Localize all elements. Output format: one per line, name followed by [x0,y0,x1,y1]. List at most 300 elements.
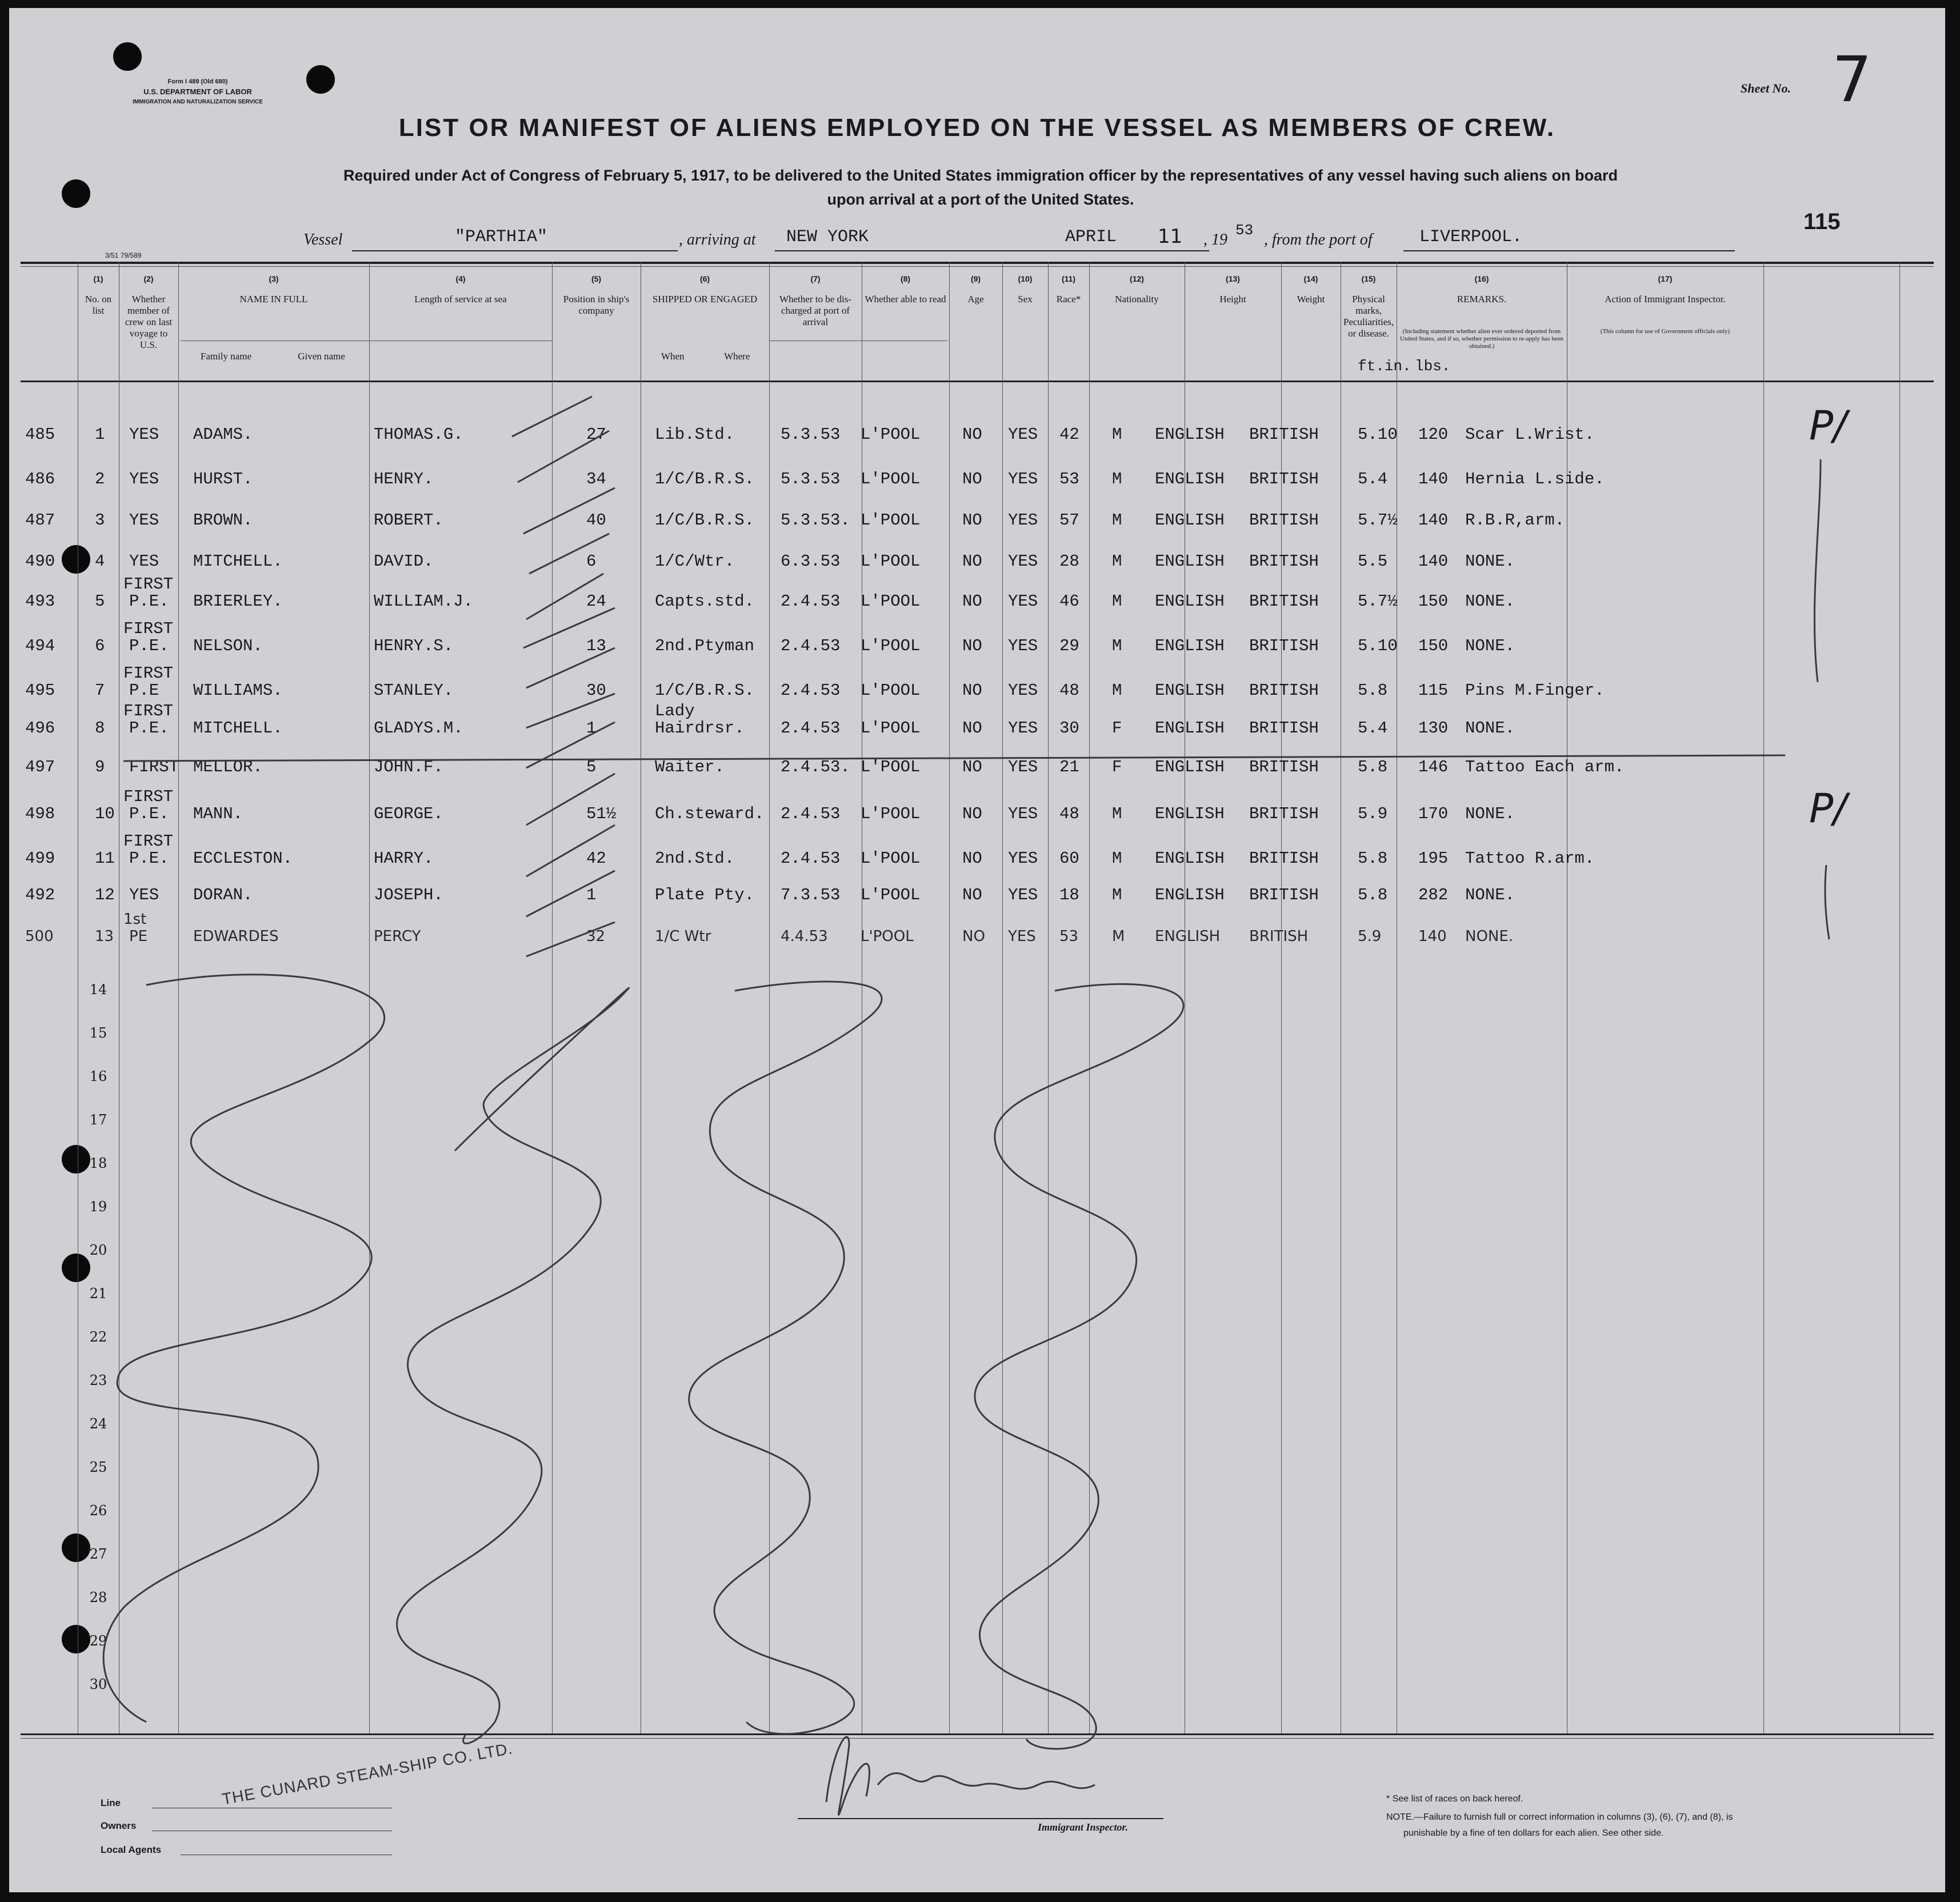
row-marks: NONE. [1465,592,1515,611]
row-last: YES [129,886,159,904]
row-when: 7.3.53 [781,886,841,904]
row-age: 53 [1059,470,1079,488]
row-family: ADAMS. [193,425,253,444]
penalty-note-2: punishable by a fine of ten dollars for each alien. See other side. [1403,1828,1664,1838]
row-nationality: BRITISH [1249,592,1319,611]
row-marks: NONE. [1465,552,1515,571]
row-last: FIRST [129,758,179,776]
column-label: Sex [1018,294,1033,305]
row-position: 1/C/B.R.S. [655,681,755,700]
column-sublabel: When [661,351,685,362]
arrival-month: APRIL [1065,227,1117,247]
row-family: EDWARDES [193,928,279,945]
row-last-top: FIRST [123,832,174,851]
row-given: ROBERT. [374,511,443,530]
empty-row-number: 14 [89,982,107,998]
empty-row-number: 16 [89,1068,107,1084]
row-no: 1 [95,425,105,444]
row-last: PE [129,928,148,945]
column-number: (13) [1226,274,1240,283]
row-last: P.E. [129,636,169,655]
row-last: P.E [129,681,159,700]
row-family: NELSON. [193,636,263,655]
row-discharged: NO [962,758,982,776]
row-height: 5.9 [1358,928,1382,945]
row-last: YES [129,470,159,488]
row-age: 42 [1059,425,1079,444]
row-sex: M [1112,470,1122,488]
row-weight: 140 [1418,511,1449,530]
row-when: 5.3.53 [781,470,841,488]
column-label: Whether member of crew on last voyage to U.S. [125,294,173,350]
column-label: Height [1219,294,1246,305]
row-when: 2.4.53 [781,681,841,700]
row-given: THOMAS.G. [374,425,463,444]
empty-row-number: 15 [89,1025,107,1041]
row-marks: Tattoo Each arm. [1465,758,1625,776]
row-age: 53 [1059,928,1079,945]
row-weight: 150 [1418,592,1449,611]
page-title: LIST OR MANIFEST OF ALIENS EMPLOYED ON THE VESSEL AS MEMBERS OF CREW. [398,114,1556,142]
row-sex: M [1112,552,1122,571]
row-read: YES [1008,719,1038,738]
print-code: 3/51 79/589 [105,251,142,259]
row-race: ENGLISH [1155,719,1225,738]
row-read: YES [1008,804,1038,823]
row-height: 5.8 [1358,681,1388,700]
from-port: LIVERPOOL. [1419,227,1523,247]
row-weight: 146 [1418,758,1449,776]
empty-row-number: 17 [89,1112,107,1128]
empty-row-number: 27 [89,1546,107,1562]
row-height: 5.7½ [1358,511,1398,530]
row-marks: NONE. [1465,886,1515,904]
empty-row-number: 28 [89,1589,107,1605]
row-read: YES [1008,849,1038,868]
row-given: JOSEPH. [374,886,443,904]
row-sex: M [1112,511,1122,530]
row-family: BRIERLEY. [193,592,283,611]
height-units: ft.in. [1358,358,1411,375]
row-last-top: FIRST [123,787,174,806]
row-ref: 485 [25,425,55,444]
row-ref: 496 [25,719,55,738]
empty-row-number: 30 [89,1676,107,1692]
column-number: (16) [1474,274,1489,283]
row-discharged: NO [962,928,985,945]
row-where: L'POOL [861,592,921,611]
row-position: 1/C Wtr [655,928,711,945]
row-service: 40 [586,511,606,530]
row-read: YES [1008,758,1038,776]
row-age: 21 [1059,758,1079,776]
row-race: ENGLISH [1155,552,1225,571]
row-no: 3 [95,511,105,530]
row-where: L'POOL [861,681,921,700]
row-where: L'POOL [861,886,921,904]
column-number: (12) [1130,274,1144,283]
empty-row-number: 22 [89,1329,107,1345]
row-service: 51½ [586,804,617,823]
row-no: 8 [95,719,105,738]
column-number: (3) [269,274,279,283]
row-ref: 494 [25,636,55,655]
row-given: DAVID. [374,552,434,571]
row-no: 11 [95,849,115,868]
row-service: 6 [586,552,597,571]
row-age: 28 [1059,552,1079,571]
row-when: 4.4.53 [781,928,828,945]
weight-units: lbs. [1415,358,1451,375]
row-sex: M [1112,636,1122,655]
column-label: Race* [1056,294,1081,305]
row-last-top: FIRST [123,664,174,683]
row-discharged: NO [962,470,982,488]
column-number: (10) [1018,274,1033,283]
column-label: Whether able to read [865,294,946,305]
row-position: 1/C/B.R.S. [655,511,755,530]
column-number: (4) [455,274,466,283]
row-position: 1/C/Wtr. [655,552,735,571]
row-discharged: NO [962,511,982,530]
column-number: (6) [699,274,710,283]
strike-line [123,755,1785,761]
row-marks: Hernia L.side. [1465,470,1605,488]
row-discharged: NO [962,592,982,611]
strike-scribble [975,984,1183,1748]
empty-row-number: 24 [89,1416,107,1432]
row-weight: 150 [1418,636,1449,655]
row-family: DORAN. [193,886,253,904]
row-nationality: BRITISH [1249,719,1319,738]
empty-row-number: 23 [89,1372,107,1388]
row-nationality: BRITISH [1249,849,1319,868]
row-given: PERCY [374,928,421,945]
row-service: 32 [586,928,606,945]
row-service: 27 [586,425,606,444]
penalty-note: NOTE.—Failure to furnish full or correct information in columns (3), (6), (7), and (8), is [1386,1812,1733,1822]
service-name: IMMIGRATION AND NATURALIZATION SERVICE [133,99,263,105]
row-family: HURST. [193,470,253,488]
row-height: 5.4 [1358,719,1388,738]
row-ref: 487 [25,511,55,530]
requirement-text: Required under Act of Congress of February 5, 1917, to be delivered to the United States immigration officer by the representatives of any vessel having such aliens on board [343,167,1618,184]
row-last: YES [129,552,159,571]
company-stamp: THE CUNARD STEAM-SHIP CO. LTD. [221,1739,514,1808]
row-sex: F [1112,719,1122,738]
row-marks: Tattoo R.arm. [1465,849,1595,868]
line-label: Line [101,1797,121,1808]
row-ref: 492 [25,886,55,904]
row-discharged: NO [962,719,982,738]
column-label: Age [967,294,984,305]
year-prefix: , 19 [1203,231,1227,249]
requirement-text-2: upon arrival at a port of the United States. [827,191,1134,208]
row-position-top: Lady [655,702,695,720]
row-given: HARRY. [374,849,434,868]
row-sex: M [1112,425,1122,444]
row-race: ENGLISH [1155,928,1221,945]
row-where: L'POOL [861,849,921,868]
row-last-top: FIRST [123,619,174,638]
row-sex: M [1112,928,1125,945]
row-last: P.E. [129,719,169,738]
row-nationality: BRITISH [1249,552,1319,571]
row-marks: NONE. [1465,928,1514,945]
row-weight: 130 [1418,719,1449,738]
row-height: 5.10 [1358,425,1398,444]
row-where: L'POOL [861,636,921,655]
row-ref: 490 [25,552,55,571]
row-race: ENGLISH [1155,804,1225,823]
row-age: 30 [1059,719,1079,738]
row-read: YES [1008,681,1038,700]
form-id: Form I 489 (Old 680) [167,78,228,85]
row-no: 10 [95,804,115,823]
row-ref: 486 [25,470,55,488]
row-given: GLADYS.M. [374,719,463,738]
row-discharged: NO [962,636,982,655]
row-family: ECCLESTON. [193,849,293,868]
row-ref: 500 [25,928,54,945]
row-race: ENGLISH [1155,511,1225,530]
row-nationality: BRITISH [1249,636,1319,655]
row-nationality: BRITISH [1249,681,1319,700]
row-discharged: NO [962,552,982,571]
row-read: YES [1008,592,1038,611]
row-height: 5.8 [1358,886,1388,904]
row-service: 1 [586,719,597,738]
row-no: 7 [95,681,105,700]
row-nationality: BRITISH [1249,470,1319,488]
row-race: ENGLISH [1155,758,1225,776]
row-when: 2.4.53 [781,719,841,738]
column-number: (2) [143,274,154,283]
row-service: 13 [586,636,606,655]
row-height: 5.5 [1358,552,1388,571]
row-race: ENGLISH [1155,592,1225,611]
owners-label: Owners [101,1820,137,1831]
row-no: 5 [95,592,105,611]
races-note: * See list of races on back hereof. [1386,1794,1523,1804]
row-marks: R.B.R,arm. [1465,511,1565,530]
row-read: YES [1008,470,1038,488]
row-when: 2.4.53 [781,849,841,868]
column-number: (1) [93,274,103,283]
row-age: 48 [1059,681,1079,700]
row-age: 18 [1059,886,1079,904]
row-position: Lib.Std. [655,425,735,444]
column-number: (9) [970,274,981,283]
row-weight: 195 [1418,849,1449,868]
row-read: YES [1008,636,1038,655]
row-nationality: BRITISH [1249,886,1319,904]
row-position: Ch.steward. [655,804,765,823]
vessel-label: Vessel [303,231,343,249]
row-weight: 120 [1418,425,1449,444]
sheet-label: Sheet No. [1741,81,1791,95]
arrival-day: 11 [1158,225,1183,248]
row-family: WILLIAMS. [193,681,283,700]
row-last: P.E. [129,592,169,611]
row-weight: 140 [1418,470,1449,488]
row-age: 60 [1059,849,1079,868]
row-height: 5.4 [1358,470,1388,488]
row-weight: 282 [1418,886,1449,904]
row-sex: M [1112,681,1122,700]
column-label: Position in ship's company [563,294,630,316]
column-sublabel: Family name [200,351,252,362]
row-discharged: NO [962,849,982,868]
row-race: ENGLISH [1155,849,1225,868]
row-where: L'POOL [861,928,914,945]
column-number: (15) [1361,274,1376,283]
column-number: (8) [900,274,911,283]
row-when: 2.4.53 [781,592,841,611]
row-race: ENGLISH [1155,470,1225,488]
column-label: SHIPPED OR ENGAGED [652,294,758,305]
handwriting-overlay [9,8,1945,1892]
row-where: L'POOL [861,719,921,738]
column-label: REMARKS. [1457,294,1507,305]
row-nationality: BRITISH [1249,758,1319,776]
column-label: Length of service at sea [414,294,507,305]
row-marks: Scar L.Wrist. [1465,425,1595,444]
row-no: 13 [95,928,114,945]
arrival-year: 53 [1235,222,1254,239]
row-marks: NONE. [1465,804,1515,823]
row-race: ENGLISH [1155,886,1225,904]
row-sex: M [1112,886,1122,904]
row-age: 48 [1059,804,1079,823]
column-label: Weight [1297,294,1325,305]
strike-scribble [397,988,629,1743]
row-nationality: BRITISH [1249,425,1319,444]
row-weight: 115 [1418,681,1449,700]
empty-row-number: 29 [89,1633,107,1649]
column-number: (7) [810,274,821,283]
row-service: 42 [586,849,606,868]
column-label: Whether to be dis-charged at port of arrival [779,294,852,327]
column-label: Action of Immigrant Inspector. [1605,294,1726,305]
row-height: 5.8 [1358,849,1388,868]
row-race: ENGLISH [1155,425,1225,444]
row-sex: F [1112,758,1122,776]
row-position: Hairdrsr. [655,719,745,738]
row-nationality: BRITISH [1249,928,1309,945]
row-ref: 493 [25,592,55,611]
row-position: Plate Pty. [655,886,755,904]
row-height: 5.7½ [1358,592,1398,611]
row-marks: Pins M.Finger. [1465,681,1605,700]
empty-row-number: 19 [89,1199,107,1215]
empty-row-number: 20 [89,1242,107,1258]
column-sublabel: Where [724,351,750,362]
row-where: L'POOL [861,470,921,488]
page-ref: 115 [1803,209,1841,234]
row-no: 6 [95,636,105,655]
column-sublabel: Given name [298,351,345,362]
row-when: 5.3.53 [781,425,841,444]
row-position: Waiter. [655,758,725,776]
row-discharged: NO [962,681,982,700]
column-number: (5) [591,274,602,283]
row-family: MELLOR. [193,758,263,776]
row-family: MANN. [193,804,243,823]
row-when: 2.4.53 [781,804,841,823]
row-when: 2.4.53 [781,636,841,655]
row-height: 5.10 [1358,636,1398,655]
column-label: Nationality [1115,294,1159,305]
strike-scribble [689,982,882,1734]
arriving-label: , arriving at [679,231,756,249]
row-last: P.E. [129,849,169,868]
row-ref: 498 [25,804,55,823]
row-last-top: 1st [123,911,147,928]
inspector-mark-2: P/ [1809,785,1847,832]
row-read: YES [1008,552,1038,571]
row-where: L'POOL [861,804,921,823]
row-position: 1/C/B.R.S. [655,470,755,488]
empty-row-number: 21 [89,1286,107,1302]
inspector-mark-1: P/ [1809,402,1847,449]
agents-label: Local Agents [101,1844,162,1855]
row-weight: 140 [1418,928,1447,945]
manifest-sheet [9,8,1945,1892]
row-when: 6.3.53 [781,552,841,571]
row-age: 29 [1059,636,1079,655]
row-weight: 170 [1418,804,1449,823]
row-ref: 495 [25,681,55,700]
row-nationality: BRITISH [1249,511,1319,530]
empty-row-number: 25 [89,1459,107,1475]
row-no: 12 [95,886,115,904]
row-service: 30 [586,681,606,700]
row-position: Capts.std. [655,592,755,611]
row-where: L'POOL [861,758,921,776]
row-family: MITCHELL. [193,552,283,571]
row-no: 9 [95,758,105,776]
column-number: (11) [1061,274,1076,283]
row-marks: NONE. [1465,719,1515,738]
row-height: 5.9 [1358,804,1388,823]
row-discharged: NO [962,886,982,904]
column-number: (14) [1303,274,1318,283]
tick-marks [512,397,615,956]
column-note: (Including statement whether alien ever ordered deported from United States, and if so, whether permission to re-apply has been obtained.) [1400,328,1563,350]
row-race: ENGLISH [1155,636,1225,655]
row-where: L'POOL [861,552,921,571]
row-given: HENRY. [374,470,434,488]
row-last-top: FIRST [123,575,174,594]
row-where: L'POOL [861,511,921,530]
row-nationality: BRITISH [1249,804,1319,823]
row-given: JOHN.F. [374,758,443,776]
row-sex: M [1112,592,1122,611]
column-label: NAME IN FULL [239,294,308,305]
row-position: 2nd.Ptyman [655,636,755,655]
row-family: BROWN. [193,511,253,530]
row-service: 5 [586,758,597,776]
vessel-name: "PARTHIA" [455,227,548,247]
row-last-top: FIRST [123,702,174,720]
row-read: YES [1008,425,1038,444]
row-marks: NONE. [1465,636,1515,655]
row-when: 2.4.53. [781,758,850,776]
row-last: P.E. [129,804,169,823]
row-last: YES [129,425,159,444]
row-read: YES [1008,886,1038,904]
